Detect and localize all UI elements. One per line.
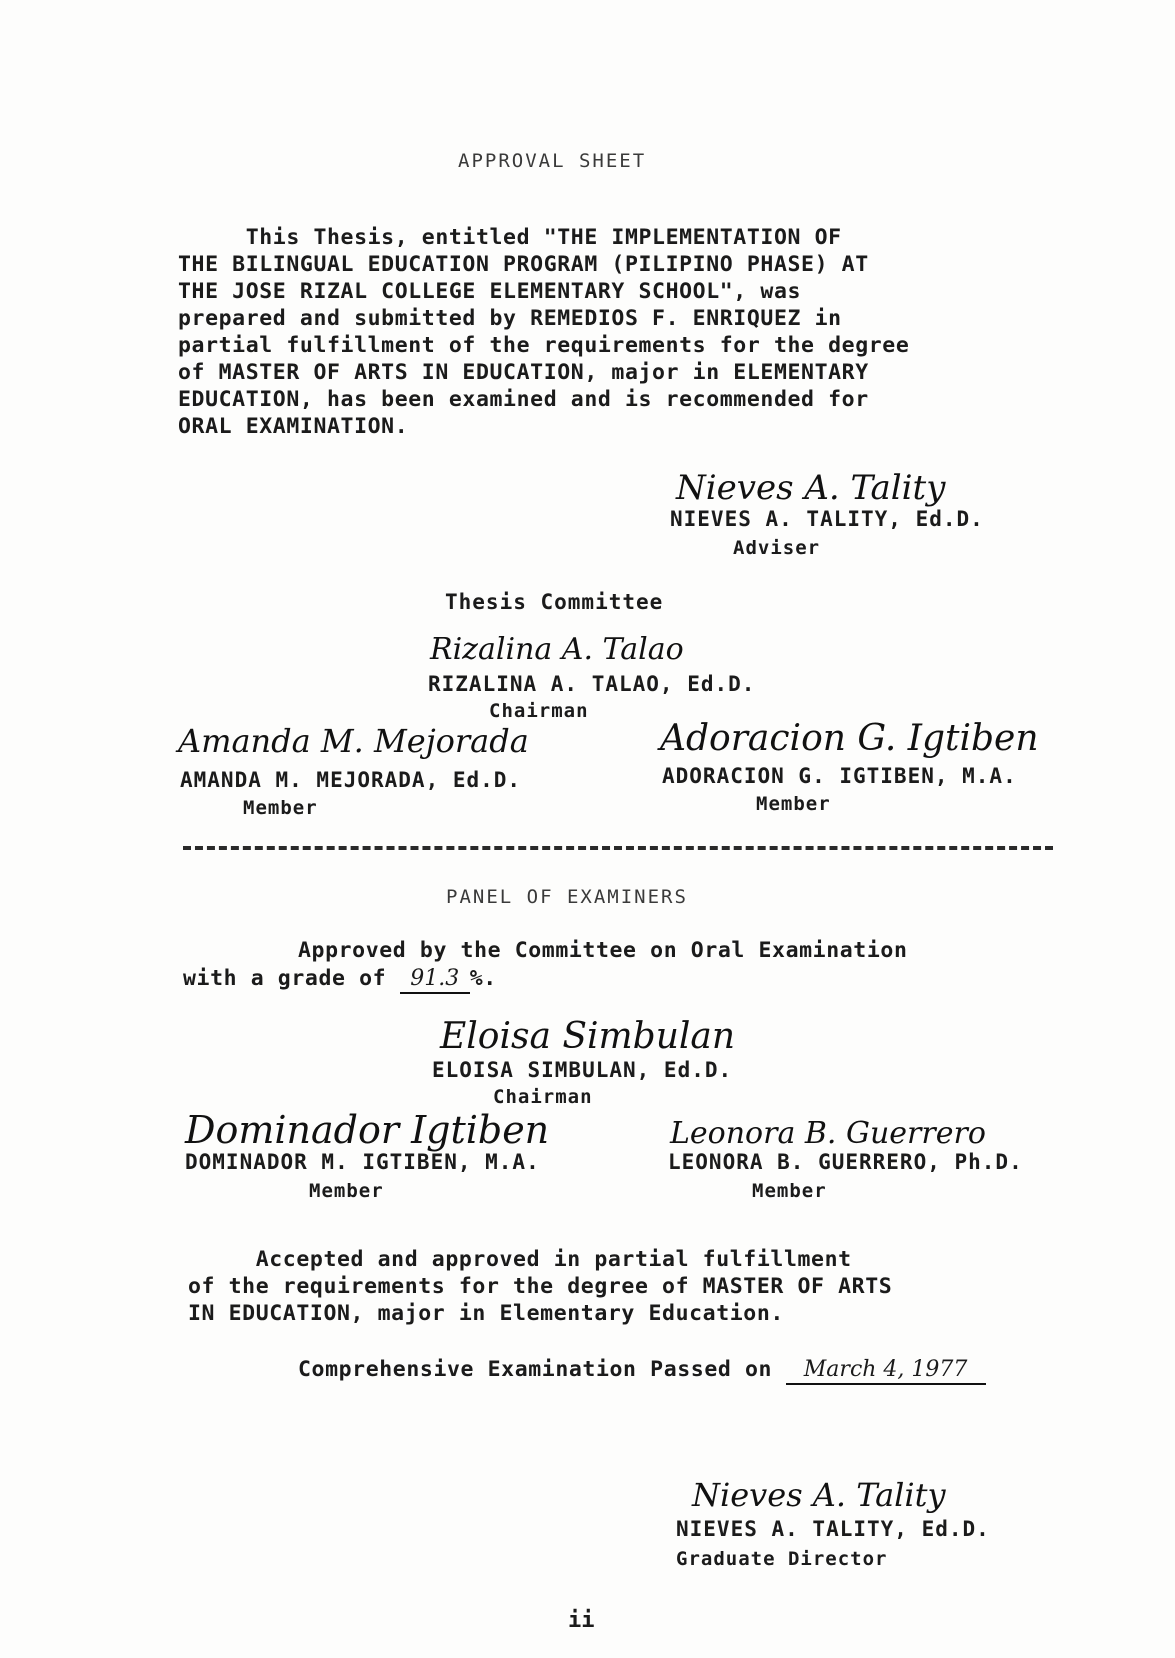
intro-line: of MASTER OF ARTS IN EDUCATION, major in ELEMENTARY [178,360,869,385]
committee-member-left-signature: Amanda M. Mejorada [178,722,529,760]
comprehensive-label: Comprehensive Examination Passed on [298,1357,786,1382]
committee-member-right-role: Member [756,793,831,815]
panel-chair-name: ELOISA SIMBULAN, Ed.D. [432,1058,733,1082]
committee-heading: Thesis Committee [445,590,664,614]
director-name: NIEVES A. TALITY, Ed.D. [676,1517,990,1541]
panel-member-left-signature: Dominador Igtiben [185,1108,550,1152]
adviser-role: Adviser [733,537,821,559]
acceptance-line: Accepted and approved in partial fulfillment [188,1247,852,1272]
intro-line: EDUCATION, has been examined and is recommended for [178,387,869,412]
panel-heading: PANEL OF EXAMINERS [446,886,688,908]
grade-prefix: with a grade of [183,966,400,991]
panel-chair-role: Chairman [493,1086,593,1108]
panel-approval-line: Approved by the Committee on Oral Examination [298,938,908,963]
panel-grade-line [183,965,497,994]
intro-line: THE JOSE RIZAL COLLEGE ELEMENTARY SCHOOL", was [178,279,802,304]
intro-line: partial fulfillment of the requirements for the degree [178,333,910,358]
panel-member-left-role: Member [309,1180,384,1202]
section-divider [183,846,1053,850]
intro-paragraph [178,224,909,440]
director-signature: Nieves A. Tality [692,1476,946,1514]
intro-line: ORAL EXAMINATION. [178,414,409,439]
director-role: Graduate Director [676,1548,888,1570]
page-number: ii [568,1608,595,1633]
committee-member-right-signature: Adoracion G. Igtiben [660,718,1039,759]
panel-member-right-name: LEONORA B. GUERRERO, Ph.D. [668,1150,1023,1174]
panel-chair-signature: Eloisa Simbulan [440,1016,736,1057]
acceptance-line: IN EDUCATION, major in Elementary Education. [188,1301,784,1326]
comprehensive-date: March 4, 1977 [786,1356,986,1385]
acceptance-paragraph [188,1246,892,1327]
committee-member-left-name: AMANDA M. MEJORADA, Ed.D. [180,768,522,792]
acceptance-line: of the requirements for the degree of MASTER OF ARTS [188,1274,893,1299]
intro-line: This Thesis, entitled "THE IMPLEMENTATION OF [178,225,842,250]
committee-chair-role: Chairman [489,700,589,722]
panel-member-left-name: DOMINADOR M. IGTIBEN, M.A. [185,1150,540,1174]
committee-member-left-role: Member [243,797,318,819]
committee-member-right-name: ADORACION G. IGTIBEN, M.A. [662,764,1017,788]
grade-suffix: %. [469,966,497,991]
panel-member-right-signature: Leonora B. Guerrero [670,1116,986,1151]
page-title: APPROVAL SHEET [458,150,647,172]
adviser-signature: Nieves A. Tality [676,468,946,508]
panel-member-right-role: Member [752,1180,827,1202]
committee-chair-signature: Rizalina A. Talao [430,632,684,667]
intro-line: prepared and submitted by REMEDIOS F. ENRIQUEZ in [178,306,842,331]
adviser-name: NIEVES A. TALITY, Ed.D. [670,507,984,531]
grade-value: 91.3 [400,965,470,994]
committee-chair-name: RIZALINA A. TALAO, Ed.D. [428,672,756,696]
intro-line: THE BILINGUAL EDUCATION PROGRAM (PILIPINO PHASE) AT [178,252,869,277]
comprehensive-line [298,1356,986,1385]
